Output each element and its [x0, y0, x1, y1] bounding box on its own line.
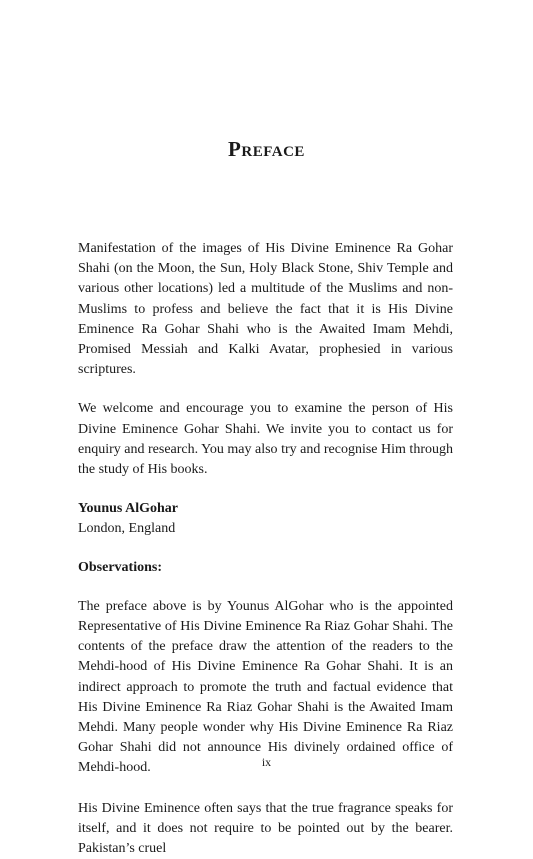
observations-heading: Observations:: [78, 559, 162, 575]
intro-paragraph: Manifestation of the images of His Divine Eminence Ra Gohar Shahi (on the Moon, the Sun, Holy Black Stone, Shiv Temple and various other locations) led a multitude of the Muslims and non-Muslims to profess and believe the fact that it is His Divine Eminence Ra Gohar Shahi who is the Awaited Imam Mehdi, Promised Messiah and Kalki Avatar, prophesied in various scriptures.: [78, 241, 453, 378]
invite-paragraph: We welcome and encourage you to examine the person of His Divine Eminence Gohar Shahi. We invite you to contact us for enquiry and research. You may also try and recognise Him through the study of His books.: [78, 401, 453, 478]
page-number: ix: [261, 755, 272, 769]
observations-paragraph-1: The preface above is by Younus AlGohar who is the appointed Representative of His Divine Eminence Ra Riaz Gohar Shahi. The contents of the preface draw the attention of the readers to the Mehdi-hood of His Divine Eminence Ra Gohar Shahi. It is an indirect approach to promote the truth and factual evidence that His Divine Eminence Ra Riaz Gohar Shahi is the Awaited Imam Mehdi. Many people wonder why His Divine Eminence Ra Riaz Gohar Shahi did not announce His divinely ordained office of Mehdi-hood.: [78, 598, 453, 776]
signature-block: [78, 499, 453, 539]
observations-paragraph-2: His Divine Eminence often says that the true fragrance speaks for itself, and it does not require to be pointed out by the bearer. Pakistan’s cruel: [78, 800, 453, 857]
author-name: Younus AlGohar: [78, 501, 178, 517]
page-title: Preface: [228, 137, 305, 161]
author-location: London, England: [78, 521, 176, 537]
